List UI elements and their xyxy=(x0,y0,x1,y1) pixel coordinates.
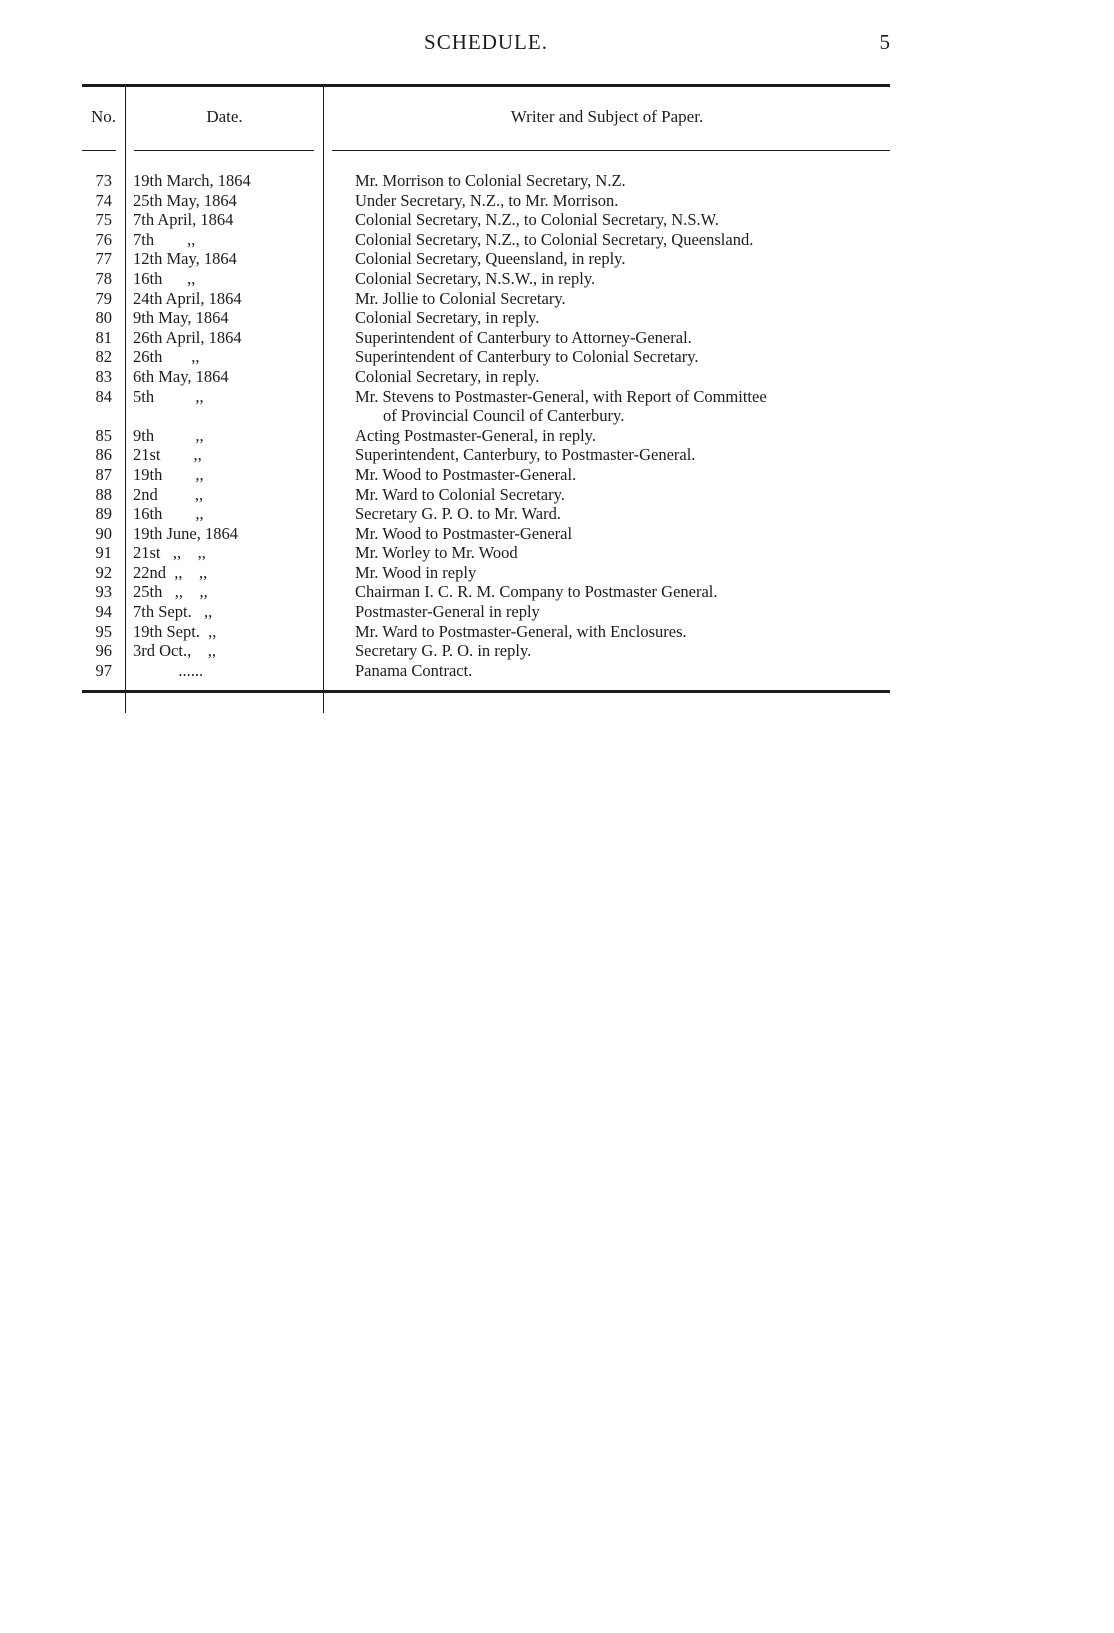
row-writer-subject xyxy=(331,230,890,250)
row-writer-subject xyxy=(331,622,890,642)
column-header-writer: Writer and Subject of Paper. xyxy=(510,107,704,126)
row-date: 19th Sept. ,, xyxy=(133,621,217,641)
table-row xyxy=(82,582,890,602)
row-number: 81 xyxy=(95,327,112,347)
row-date: 9th May, 1864 xyxy=(133,308,229,328)
row-date: 7th Sept. ,, xyxy=(133,602,213,622)
row-number: 77 xyxy=(95,249,112,269)
row-writer-subject xyxy=(331,210,890,230)
table-row xyxy=(82,622,890,642)
row-date: 22nd ,, ,, xyxy=(133,562,208,582)
writer-subject-text: Colonial Secretary, N.S.W., in reply. xyxy=(355,268,596,288)
row-number: 79 xyxy=(95,288,112,308)
page-number: 5 xyxy=(879,30,890,54)
row-writer-subject xyxy=(331,387,890,426)
row-number: 91 xyxy=(95,543,112,563)
row-date: 2nd ,, xyxy=(133,484,204,504)
table-row xyxy=(82,230,890,250)
row-writer-subject xyxy=(331,524,890,544)
row-writer-subject xyxy=(331,563,890,583)
writer-subject-text: Acting Postmaster-General, in reply. xyxy=(355,425,596,445)
row-writer-subject xyxy=(331,347,890,367)
table-row xyxy=(82,269,890,289)
writer-subject-text: Superintendent of Canterbury to Colonial Secretary. xyxy=(355,347,699,367)
writer-subject-continuation: of Provincial Council of Canterbury. xyxy=(383,406,625,426)
row-number: 74 xyxy=(95,190,112,210)
writer-subject-text: Mr. Wood to Postmaster-General. xyxy=(355,464,577,484)
row-date: 19th ,, xyxy=(133,464,204,484)
table-row xyxy=(82,426,890,446)
table-row xyxy=(82,387,890,426)
row-date: 26th April, 1864 xyxy=(133,327,242,347)
row-writer-subject xyxy=(331,602,890,622)
writer-subject-text: Under Secretary, N.Z., to Mr. Morrison. xyxy=(355,190,619,210)
row-date: 9th ,, xyxy=(133,425,204,445)
writer-subject-text: Mr. Stevens to Postmaster-General, with Report of Committee xyxy=(355,386,767,406)
writer-subject-text: Mr. Ward to Colonial Secretary. xyxy=(355,484,565,504)
row-writer-subject xyxy=(331,641,890,661)
table-row xyxy=(82,171,890,191)
row-number: 80 xyxy=(95,308,112,328)
writer-subject-text: Mr. Ward to Postmaster-General, with Enclosures. xyxy=(355,621,687,641)
row-number: 95 xyxy=(95,621,112,641)
writer-subject-text: Secretary G. P. O. to Mr. Ward. xyxy=(355,504,561,524)
row-writer-subject xyxy=(331,249,890,269)
row-date: ...... xyxy=(133,660,204,680)
table-row xyxy=(82,328,890,348)
writer-subject-text: Panama Contract. xyxy=(355,660,473,680)
writer-subject-text: Mr. Morrison to Colonial Secretary, N.Z. xyxy=(355,171,626,190)
row-number: 82 xyxy=(95,347,112,367)
row-writer-subject xyxy=(331,504,890,524)
row-writer-subject xyxy=(331,269,890,289)
bottom-rule xyxy=(82,690,890,693)
row-date: 21st ,, ,, xyxy=(133,543,206,563)
table-body xyxy=(82,151,890,690)
table-row xyxy=(82,543,890,563)
table-row xyxy=(82,445,890,465)
table-row xyxy=(82,641,890,661)
column-header-date: Date. xyxy=(206,107,243,126)
row-writer-subject xyxy=(331,308,890,328)
row-date: 16th ,, xyxy=(133,268,196,288)
row-writer-subject xyxy=(331,485,890,505)
row-number: 76 xyxy=(95,229,112,249)
row-date: 26th ,, xyxy=(133,347,200,367)
row-date: 16th ,, xyxy=(133,504,204,524)
table-row xyxy=(82,210,890,230)
table-row xyxy=(82,465,890,485)
row-number: 89 xyxy=(95,504,112,524)
writer-subject-text: Mr. Worley to Mr. Wood xyxy=(355,543,518,563)
row-date: 24th April, 1864 xyxy=(133,288,242,308)
row-writer-subject xyxy=(331,661,890,681)
row-writer-subject xyxy=(331,465,890,485)
table-row xyxy=(82,504,890,524)
row-date: 6th May, 1864 xyxy=(133,366,229,386)
row-number: 92 xyxy=(95,562,112,582)
row-writer-subject xyxy=(331,191,890,211)
writer-subject-text: Mr. Wood to Postmaster-General xyxy=(355,523,573,543)
row-number: 93 xyxy=(95,582,112,602)
row-date: 7th April, 1864 xyxy=(133,210,234,230)
row-number: 88 xyxy=(95,484,112,504)
writer-subject-text: Secretary G. P. O. in reply. xyxy=(355,641,532,661)
writer-subject-text: Chairman I. C. R. M. Company to Postmaster General. xyxy=(355,582,718,602)
writer-subject-text: Postmaster-General in reply xyxy=(355,602,540,622)
row-writer-subject xyxy=(331,289,890,309)
table-row xyxy=(82,308,890,328)
row-writer-subject xyxy=(331,426,890,446)
row-date: 5th ,, xyxy=(133,386,204,406)
row-number: 83 xyxy=(95,366,112,386)
writer-subject-text: Colonial Secretary, Queensland, in reply. xyxy=(355,249,626,269)
table-row xyxy=(82,289,890,309)
row-date: 19th March, 1864 xyxy=(133,171,251,190)
table-row xyxy=(82,191,890,211)
row-number: 75 xyxy=(95,210,112,230)
row-date: 12th May, 1864 xyxy=(133,249,237,269)
row-writer-subject xyxy=(331,367,890,387)
row-number: 94 xyxy=(95,602,112,622)
row-date: 3rd Oct., ,, xyxy=(133,641,216,661)
row-date: 25th May, 1864 xyxy=(133,190,237,210)
row-number: 85 xyxy=(95,425,112,445)
row-number: 78 xyxy=(95,268,112,288)
writer-subject-text: Colonial Secretary, N.Z., to Colonial Secretary, Queensland. xyxy=(355,229,754,249)
table-row xyxy=(82,524,890,544)
row-writer-subject xyxy=(331,543,890,563)
page-title: SCHEDULE. xyxy=(424,30,548,54)
row-number: 84 xyxy=(95,386,112,406)
row-writer-subject xyxy=(331,445,890,465)
table-row xyxy=(82,485,890,505)
table-row xyxy=(82,563,890,583)
row-number: 90 xyxy=(95,523,112,543)
table-row xyxy=(82,347,890,367)
row-number: 73 xyxy=(95,171,112,190)
writer-subject-text: Mr. Jollie to Colonial Secretary. xyxy=(355,288,566,308)
writer-subject-text: Superintendent, Canterbury, to Postmaster-General. xyxy=(355,445,696,465)
row-writer-subject xyxy=(331,328,890,348)
row-number: 86 xyxy=(95,445,112,465)
row-writer-subject xyxy=(331,171,890,191)
schedule-table xyxy=(82,84,890,693)
table-row xyxy=(82,661,890,681)
table-header xyxy=(82,87,890,151)
table-row xyxy=(82,249,890,269)
writer-subject-text: Superintendent of Canterbury to Attorney-General. xyxy=(355,327,692,347)
page-header xyxy=(82,30,890,60)
table-row xyxy=(82,367,890,387)
column-header-no: No. xyxy=(90,107,117,126)
row-writer-subject xyxy=(331,582,890,602)
writer-subject-text: Colonial Secretary, in reply. xyxy=(355,308,540,328)
writer-subject-text: Mr. Wood in reply xyxy=(355,562,477,582)
table-row xyxy=(82,602,890,622)
row-date: 19th June, 1864 xyxy=(133,523,238,543)
row-number: 87 xyxy=(95,464,112,484)
row-date: 25th ,, ,, xyxy=(133,582,208,602)
row-date: 7th ,, xyxy=(133,229,196,249)
row-number: 97 xyxy=(95,660,112,680)
writer-subject-text: Colonial Secretary, N.Z., to Colonial Secretary, N.S.W. xyxy=(355,210,719,230)
writer-subject-text: Colonial Secretary, in reply. xyxy=(355,366,540,386)
row-date: 21st ,, xyxy=(133,445,202,465)
row-number: 96 xyxy=(95,641,112,661)
